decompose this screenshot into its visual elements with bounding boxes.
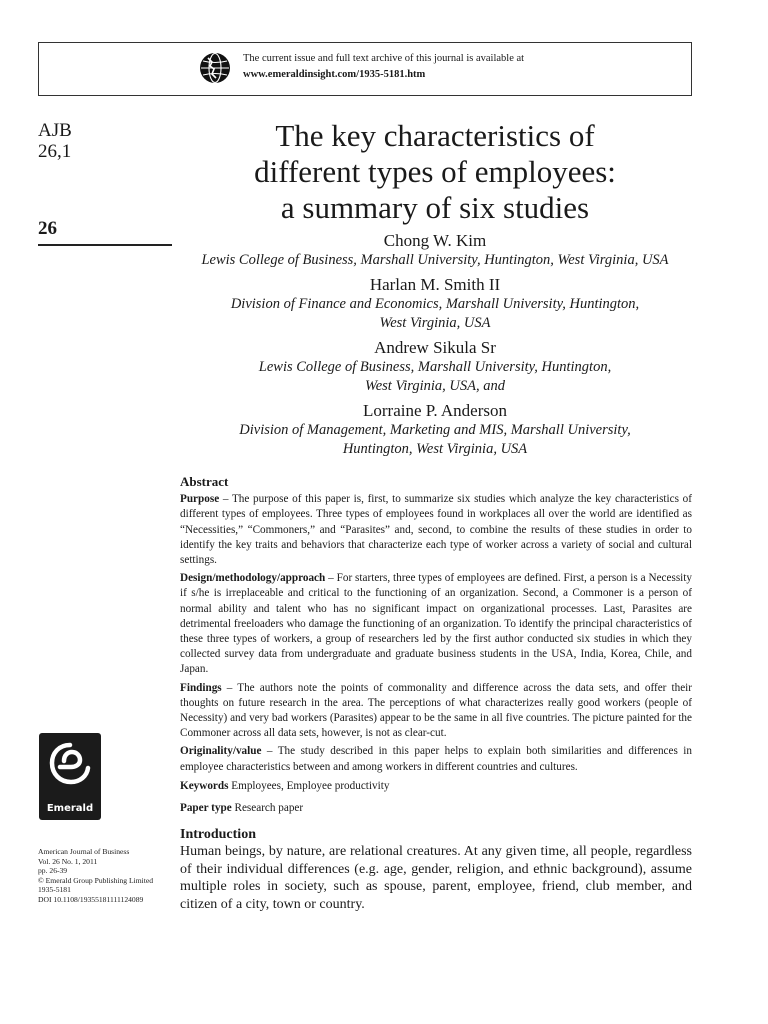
abstract-design bbox=[180, 571, 692, 677]
pubinfo-line: DOI 10.1108/19355181111124089 bbox=[38, 894, 144, 904]
title-line: different types of employees: bbox=[254, 154, 616, 189]
introduction-heading: Introduction bbox=[180, 827, 256, 842]
affiliation-line: Huntington, West Virginia, USA bbox=[342, 441, 528, 457]
abstract-purpose bbox=[180, 492, 692, 568]
logo-label: Emerald bbox=[46, 803, 94, 814]
introduction-section bbox=[180, 826, 692, 913]
abstract-originality bbox=[180, 744, 692, 774]
design-text: – For starters, three types of employees are defined. First, a person is a Necessity if s/he is irreplaceable and critical to the functioning of an organization. Second, a Commoner is a person of normal ability and talent who has no significant impact on organizational processes. Last, Parasites are detrimental freeloaders who damage the functioning of an organization. To identify the principal characteristics of these three types of workers, a group of researchers led by the first author conducted six studies in which they collected survey data from undergraduate and graduate business students in the USA, India, Korea, Chile, and Japan. bbox=[180, 572, 692, 676]
pubinfo-line: © Emerald Group Publishing Limited bbox=[38, 875, 154, 885]
originality-text: – The study described in this paper helps to explain both similarities and differences in employee characteristics between and among workers in different countries and cultures. bbox=[180, 745, 692, 773]
author-name: Chong W. Kim bbox=[383, 231, 487, 250]
banner-line: The current issue and full text archive of this journal is available at bbox=[243, 53, 525, 64]
abstract-keywords bbox=[180, 779, 692, 794]
paper-type-label: Paper type bbox=[180, 802, 232, 815]
author-name: Harlan M. Smith II bbox=[369, 275, 501, 294]
author-list bbox=[178, 230, 692, 463]
publication-info bbox=[38, 847, 178, 905]
journal-abbrev: AJB bbox=[38, 120, 72, 141]
abstract-section bbox=[180, 474, 692, 816]
margin-divider bbox=[38, 244, 172, 246]
introduction-text: Human beings, by nature, are relational creatures. At any given time, all people, regardless of their individual differences (e.g. age, gender, religion, and ethnic background), assume multiple roles in society, such as spouse, parent, employee, friend, club member, and citizen of a city, town or country. bbox=[180, 844, 692, 912]
author-name: Andrew Sikula Sr bbox=[374, 338, 496, 357]
pubinfo-line: pp. 26-39 bbox=[38, 866, 68, 876]
purpose-text: – The purpose of this paper is, first, to summarize six studies which analyze the key characteristics of different types of employees. Three types of employees found in workplaces all over the world are identified as “Necessities,” “Commoners,” and “Parasites” and, second, to combine the results of these studies in order to identify the key traits and behaviors that characterize each type of worker across a variety of social and cultural settings. bbox=[180, 493, 692, 567]
purpose-label: Purpose bbox=[180, 493, 220, 506]
abstract-paper-type bbox=[180, 801, 692, 816]
journal-reference bbox=[38, 120, 72, 162]
affiliation-line: Lewis College of Business, Marshall University, Huntington, bbox=[258, 359, 612, 375]
originality-label: Originality/value bbox=[180, 745, 262, 758]
design-label: Design/methodology/approach bbox=[180, 572, 326, 585]
journal-archive-banner bbox=[38, 42, 692, 96]
abstract-heading: Abstract bbox=[180, 474, 229, 489]
affiliation-line: Lewis College of Business, Marshall University, Huntington, West Virginia, USA bbox=[201, 252, 669, 268]
affiliation-line: West Virginia, USA, and bbox=[364, 378, 506, 394]
findings-text: – The authors note the points of commonality and difference across the data sets, and offer their thoughts on future research in the area. The perceptions of what characterizes really good workers (people of Necessity) and very bad workers (Parasites) appear to be the same in all five countries. The picture painted for the Commoner across all data sets, however, is not as clear-cut. bbox=[180, 681, 692, 740]
paper-title bbox=[178, 118, 692, 226]
author-affiliation bbox=[178, 421, 692, 459]
author-affiliation bbox=[178, 295, 692, 333]
journal-url-link[interactable]: www.emeraldinsight.com/1935-5181.htm bbox=[243, 69, 426, 80]
page-number: 26 bbox=[38, 218, 57, 239]
keywords-text: Employees, Employee productivity bbox=[228, 779, 390, 792]
author-name: Lorraine P. Anderson bbox=[362, 401, 507, 420]
affiliation-line: Division of Management, Marketing and MIS, Marshall University, bbox=[239, 422, 631, 438]
pubinfo-line: Vol. 26 No. 1, 2011 bbox=[38, 856, 98, 866]
affiliation-line: West Virginia, USA bbox=[379, 315, 491, 331]
title-line: The key characteristics of bbox=[275, 118, 595, 153]
author-affiliation bbox=[178, 358, 692, 396]
banner-text bbox=[243, 51, 524, 83]
title-line: a summary of six studies bbox=[280, 190, 590, 225]
emerald-swirl-icon bbox=[47, 739, 93, 791]
author-affiliation bbox=[178, 251, 692, 270]
pubinfo-line: 1935-5181 bbox=[38, 885, 71, 895]
globe-icon bbox=[199, 52, 231, 84]
keywords-label: Keywords bbox=[180, 779, 229, 792]
emerald-logo bbox=[39, 733, 101, 820]
paper-type-text: Research paper bbox=[231, 802, 304, 815]
findings-label: Findings bbox=[180, 681, 222, 694]
affiliation-line: Division of Finance and Economics, Marshall University, Huntington, bbox=[230, 296, 640, 312]
abstract-findings bbox=[180, 681, 692, 742]
pubinfo-line: American Journal of Business bbox=[38, 847, 130, 856]
journal-volume: 26,1 bbox=[38, 141, 72, 162]
